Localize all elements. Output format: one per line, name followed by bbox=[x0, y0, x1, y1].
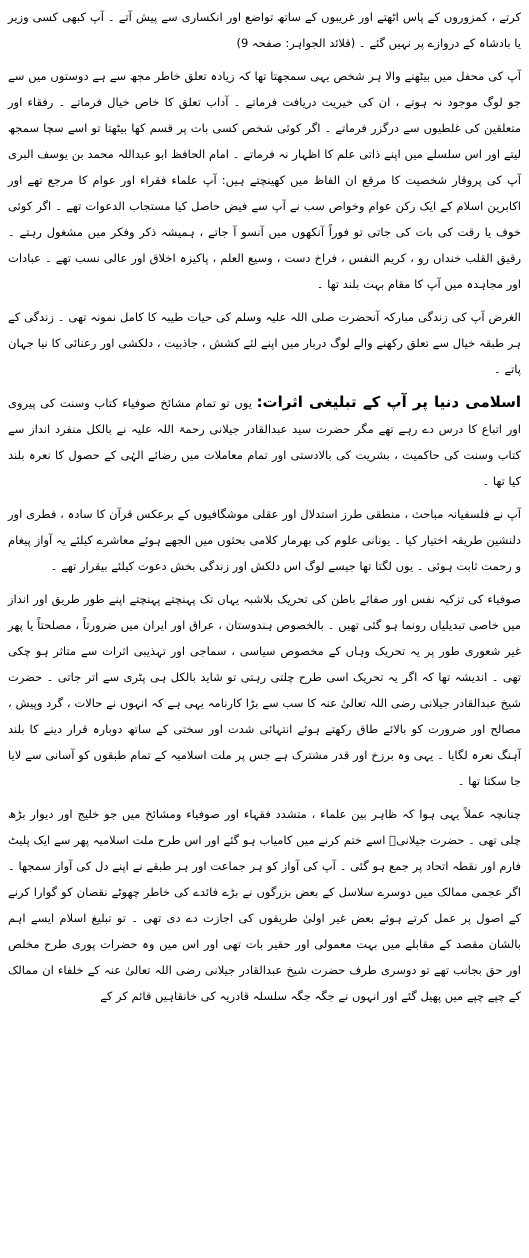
paragraph-1: کرتے ، کمزوروں کے پاس اٹھتے اور غریبوں کے ساتھ تواضع اور انکساری سے پیش آتے ۔ آپ کبھی کسی وزیر یا بادشاہ کے دروازے پر نہیں گئے ۔ (قلائد الجواہر: صفحہ 9) bbox=[8, 10, 521, 50]
section-paragraph bbox=[8, 389, 521, 494]
section-heading: اسلامی دنیا پر آپ کے تبلیغی اثرات: bbox=[256, 393, 522, 411]
paragraph-2: آپ کی محفل میں بیٹھنے والا ہر شخص یہی سمجھتا تھا کہ زیادہ تعلق خاطر مجھ سے ہے دوستوں میں سے جو لوگ موجود نہ ہوتے ، ان کی خیریت دریافت فرماتے ۔ آداب تعلق کا خاص خیال فرماتے ۔ رفقاء اور متعلقین کی غلطیوں سے درگزر فرماتے ۔ اگر کوئی شخص کسی بات پر قسم کھا بیٹھتا تو اسے سچا سمجھ لیتے اور اس سلسلے میں اپنے ذاتی علم کا اظہار نہ فرماتے ۔ امام الحافظ ابو عبداللہ محمد بن یوسف البری آپ کی پروقار شخصیت کا مرقع ان الفاظ میں کھینچتے ہیں: آپ علماء فقراء اور عوام کا مرجع تھے اور اکابرین اسلام کے ایک رکن عوام وخواص سب نے آپ سے فیض حاصل کیا مستجاب الدعوات تھے ۔ اگر کوئی خوف یا رقت کی بات کی جاتی تو فوراً آنکھوں میں آنسو آ جاتے ، ہمیشہ ذکر وفکر میں مشغول رہتے ۔ رقیق القلب خنداں رو ، کریم النفس ، فراخ دست ، وسیع العلم ، پاکیزہ اخلاق اور عالی نسب تھے ۔ عبادات اور مجاہدہ میں آپ کا مقام بہت بلند تھا ۔ bbox=[8, 69, 521, 291]
paragraph-6: چنانچہ عملاً یہی ہوا کہ ظاہر بین علماء ، متشدد فقہاء اور صوفیاء ومشائخ میں جو خلیج اور دیوار بڑھ چلی تھی ۔ حضرت جیلانیؒ اسے ختم کرنے میں کامیاب ہو گئے اور اس طرح ملت اسلامیہ پھر سے ایک پلیٹ فارم اور نقطہ اتحاد پر جمع ہو گئی ۔ آپ کی آواز کو ہر جماعت اور ہر طبقے نے اپنے دل کی آواز سمجھا ۔ اگر عجمی ممالک میں دوسرے سلاسل کے بعض بزرگوں نے بڑے فائدے کی خاطر چھوٹے نقصان کو گوارا کرنے کے اصول پر عمل کرتے ہوئے بعض غیر اولیٰ طریقوں کی اجازت دے دی تھی ۔ تو تبلیغ اسلام ایسے اہم بالشان مقصد کے مقابلے میں بہت معمولی اور حقیر بات تھی اور اس میں وہ حضرات پوری طرح مخلص اور حق بجانب تھے تو دوسری طرف حضرت شیخ عبدالقادر جیلانی رضی اللہ تعالیٰ عنہ کے خلفاء ان ممالک کے چپے چپے میں پھیل گئے اور انہوں نے جگہ جگہ سلسلہ قادریہ کی خانقاہیں قائم کر کے bbox=[8, 807, 521, 1003]
paragraph-3: الغرض آپ کی زندگی مبارکہ آنحضرت صلی اللہ علیہ وسلم کی حیات طیبہ کا کامل نمونہ تھی ۔ زندگی کے ہر طبقہ خیال سے تعلق رکھنے والے لوگ دربار میں اپنے لئے کشش ، جاذبیت ، دلکشی اور رعنائی کا نیا جہان پاتے ۔ bbox=[8, 310, 521, 376]
paragraph-5: صوفیاء کی تزکیہ نفس اور صفائے باطن کی تحریک بلاشبہ یہاں تک پہنچتے پہنچتے اپنے طور طریق اور انداز میں خاصی تبدیلیاں رونما ہو گئی تھیں ۔ بالخصوص ہندوستان ، عراق اور ایران میں ضرورتاً ، مصلحتاً یا پھر غیر شعوری طور پر یہ تحریک وہاں کے مخصوص سیاسی ، سماجی اور تہذیبی اثرات سے متاثر ہو چکی تھی ۔ اندیشہ تھا کہ اگر یہ تحریک اسی طرح چلتی رہتی تو شاید بالکل ہی پٹری سے اتر جاتی ۔ حضرت شیخ عبدالقادر جیلانی رضی اللہ تعالیٰ عنہ کا سب سے بڑا کارنامہ یہی ہے کہ انہوں نے حالات ، گرد وپیش ، مصالح اور ضرورت کو بالائے طاق رکھتے ہوئے انتہائی شدت اور سختی کے ساتھ دوبارہ قرار دینے کا بلند آہنگ نعرہ لگایا ۔ یہی وہ برزخ اور قدر مشترک ہے جس پر ملت اسلامیہ کے تمام طبقوں کو آسانی سے لایا جا سکتا تھا ۔ bbox=[8, 592, 521, 788]
section-heading-text: یوں تو تمام مشائخ صوفیاء کتاب وسنت کی پیروی اور اتباع کا درس دے رہے تھے مگر حضرت سید عبدالقادر جیلانی رحمۃ اللہ علیہ نے بالکل منفرد انداز سے کتاب وسنت کی حاکمیت ، بشریت کی بالادستی اور تمام معاملات میں رضائے الہٰی کے حصول کا نعرہ بلند کیا تھا ۔ bbox=[8, 396, 521, 488]
paragraph-4: آپ نے فلسفیانہ مباحث ، منطقی طرز استدلال اور عقلی موشگافیوں کے برعکس قرآن کا سادہ ، فطری اور دلنشین طریقہ اختیار کیا ۔ یونانی علوم کی بھرمار کلامی بحثوں میں الجھے ہوئے معاشرے کیلئے یہ آواز پیغام و رحمت ثابت ہوئی ۔ یوں لگتا تھا جیسے لوگ اس دلکش اور زندگی بخش دعوت کیلئے بیقرار تھے ۔ bbox=[8, 507, 521, 573]
